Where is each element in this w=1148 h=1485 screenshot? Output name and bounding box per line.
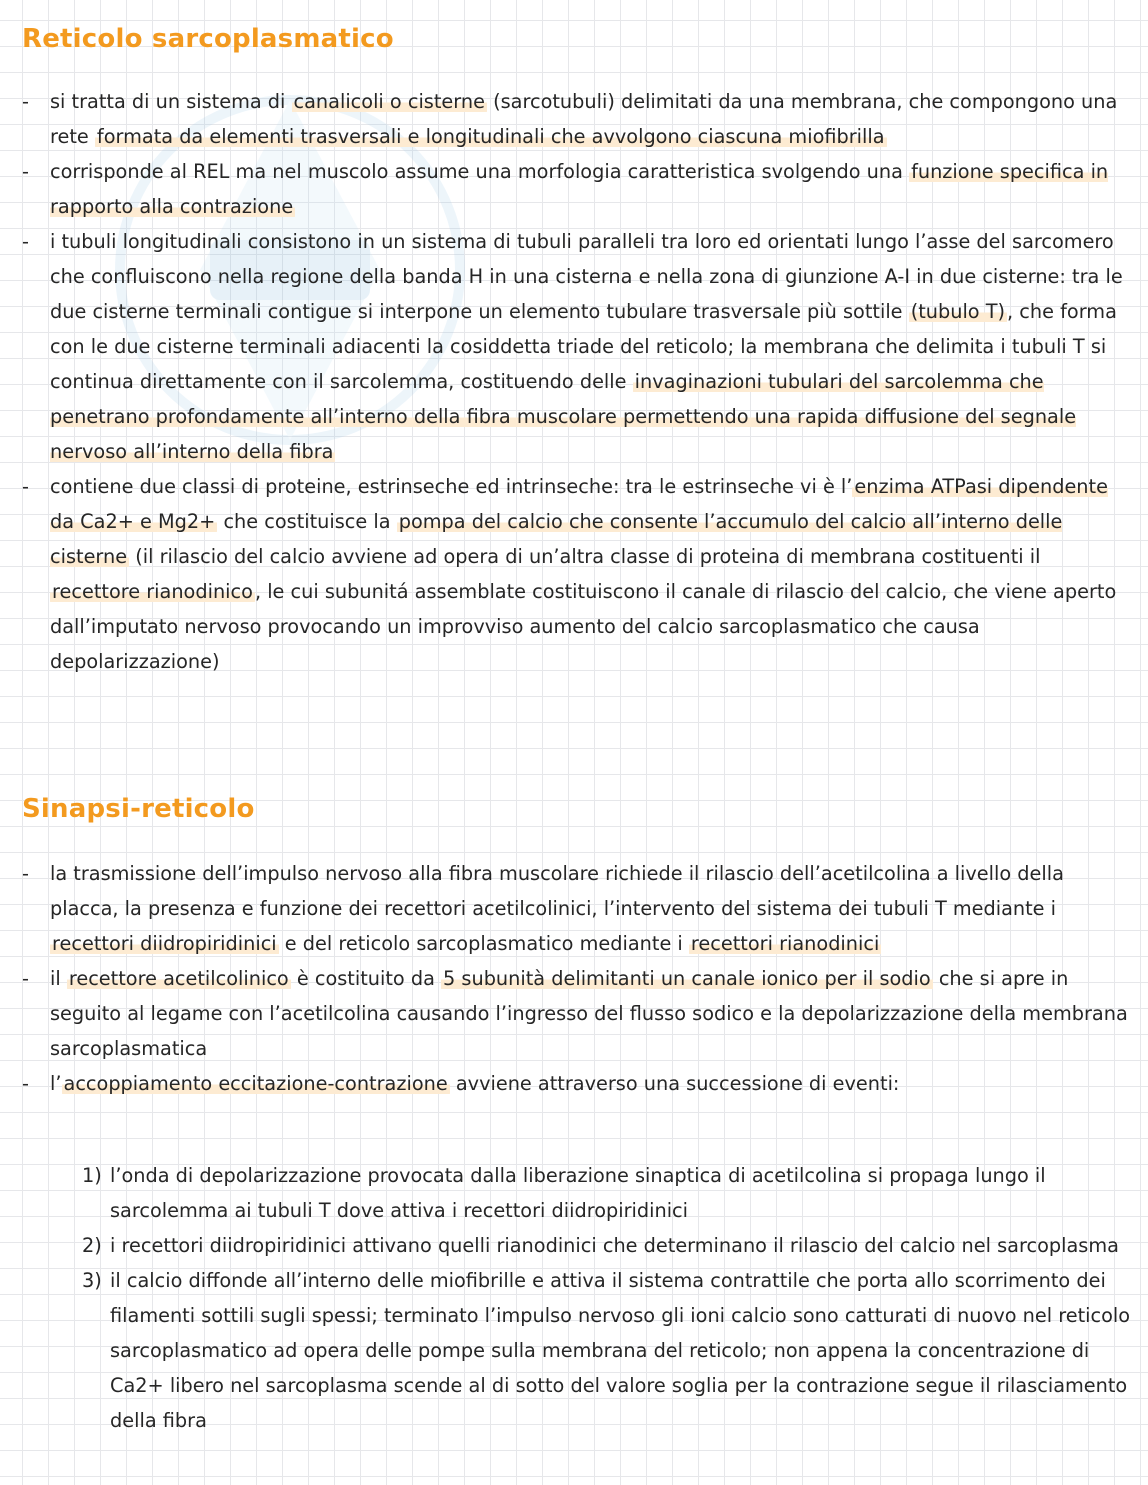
list-item [20,856,1134,961]
step-number: 2) [82,1234,102,1257]
list-text: corrisponde al REL ma nel muscolo assume una morfologia caratteristica svolgendo una [50,160,910,183]
step-text: i recettori diidropiridinici attivano quelli rianodinici che determinano il rilascio del calcio nel sarcoplasma [110,1234,1119,1257]
numbered-step [20,1158,1134,1228]
steps-numbered-list [20,1158,1134,1438]
section-title-sinapsi: Sinapsi-reticolo [22,794,255,824]
list-text: , che forma con le due cisterne terminali adiacenti la cosiddetta triade del reticolo; la membrana che delimita i tubuli T si continua direttamente con il sarcolemma, costituendo delle [50,300,1117,393]
list-text: il [50,967,67,990]
highlighted-text: (tubulo T) [910,300,1006,323]
bullet-dash: - [22,862,29,885]
list-item [20,469,1134,679]
step-number: 1) [82,1164,102,1187]
list-text: che si apre in seguito al legame con l’acetilcolina causando l’ingresso del flusso sodico e la depolarizzazione della membrana sarcoplasmatica [50,967,1128,1060]
bullet-dash: - [22,1072,29,1095]
list-item [20,84,1134,154]
highlighted-text: 5 subunità delimitanti un canale ionico per il sodio [443,967,931,990]
highlighted-text: funzione specifica in rapporto alla contrazione [50,160,1109,218]
bullet-dash: - [22,160,29,183]
list-item [20,1066,1134,1101]
bullet-dash: - [22,90,29,113]
highlighted-text: pompa del calcio che consente l’accumulo del calcio all’interno delle cisterne [50,510,1063,568]
highlighted-text: recettori diidropiridinici [52,932,277,955]
highlighted-text: recettori rianodinici [690,932,880,955]
list-text: la trasmissione dell’impulso nervoso alla fibra muscolare richiede il rilascio dell’acetilcolina a livello della placca, la presenza e funzione dei recettori acetilcolinici, l’intervento del sistema dei tubuli T mediante i [50,862,1064,920]
list-text: avviene attraverso una successione di eventi: [449,1072,900,1095]
highlighted-text: formata da elementi trasversali e longitudinali che avvolgono ciascuna miofibrilla [96,125,885,148]
list-text: l’ [50,1072,62,1095]
step-text: il calcio diffonde all’interno delle miofibrille e attiva il sistema contrattile che porta allo scorrimento dei filamenti sottili sugli spessi; terminato l’impulso nervoso gli ioni calcio sono catturati di nuovo nel reticolo sarcoplasmatico ad opera delle pompe sulla membrana del reticolo; non appena la concentrazione di Ca2+ libero nel sarcoplasma scende al di sotto del valore soglia per la contrazione segue il rilasciamento della fibra [110,1269,1131,1432]
highlighted-text: recettore rianodinico [52,580,253,603]
highlighted-text: invaginazioni tubulari del sarcolemma che penetrano profondamente all’interno della fibra muscolare permettendo una rapida diffusione del segnale nervoso all’interno della fibra [50,370,1077,463]
step-number: 3) [82,1269,102,1292]
list-text: , le cui subunitá assemblate costituiscono il canale di rilascio del calcio, che viene aperto dall’imputato nervoso provocando un improvviso aumento del calcio sarcoplasmatico che causa depolarizzazione) [50,580,1117,673]
list-item [20,961,1134,1066]
highlighted-text: recettore acetilcolinico [68,967,289,990]
list-text: (sarcotubuli) delimitati da una membrana, che compongono una rete [50,90,1118,148]
list-text: e del reticolo sarcoplasmatico mediante i [278,932,689,955]
list-item [20,224,1134,469]
bullet-dash: - [22,475,29,498]
list-text: che costituisce la [217,510,397,533]
step-text: l’onda di depolarizzazione provocata dalla liberazione sinaptica di acetilcolina si propaga lungo il sarcolemma ai tubuli T dove attiva i recettori diidropiridinici [110,1164,1046,1222]
reticolo-bullet-list [20,84,1134,679]
bullet-dash: - [22,967,29,990]
sinapsi-bullet-list [20,856,1134,1101]
list-item [20,154,1134,224]
numbered-step [20,1263,1134,1438]
section-title-reticolo: Reticolo sarcoplasmatico [22,24,394,54]
numbered-step [20,1228,1134,1263]
bullet-dash: - [22,230,29,253]
highlighted-text: accoppiamento eccitazione-contrazione [63,1072,448,1095]
highlighted-text: enzima ATPasi dipendente da Ca2+ e Mg2+ [50,475,1108,533]
list-text: si tratta di un sistema di [50,90,292,113]
highlighted-text: canalicoli o cisterne [293,90,485,113]
list-text: contiene due classi di proteine, estrinseche ed intrinseche: tra le estrinseche vi è l’ [50,475,853,498]
list-text: (il rilascio del calcio avviene ad opera di un’altra classe di proteina di membrana costituenti il [129,545,1041,568]
list-text: è costituito da [290,967,442,990]
list-text: i tubuli longitudinali consistono in un sistema di tubuli paralleli tra loro ed orientati lungo l’asse del sarcomero che confluiscono nella regione della banda H in una cisterna e nella zona di giunzione A-I in due cisterne: tra le due cisterne terminali contigue si interpone un elemento tubulare trasversale più sottile [50,230,1123,323]
